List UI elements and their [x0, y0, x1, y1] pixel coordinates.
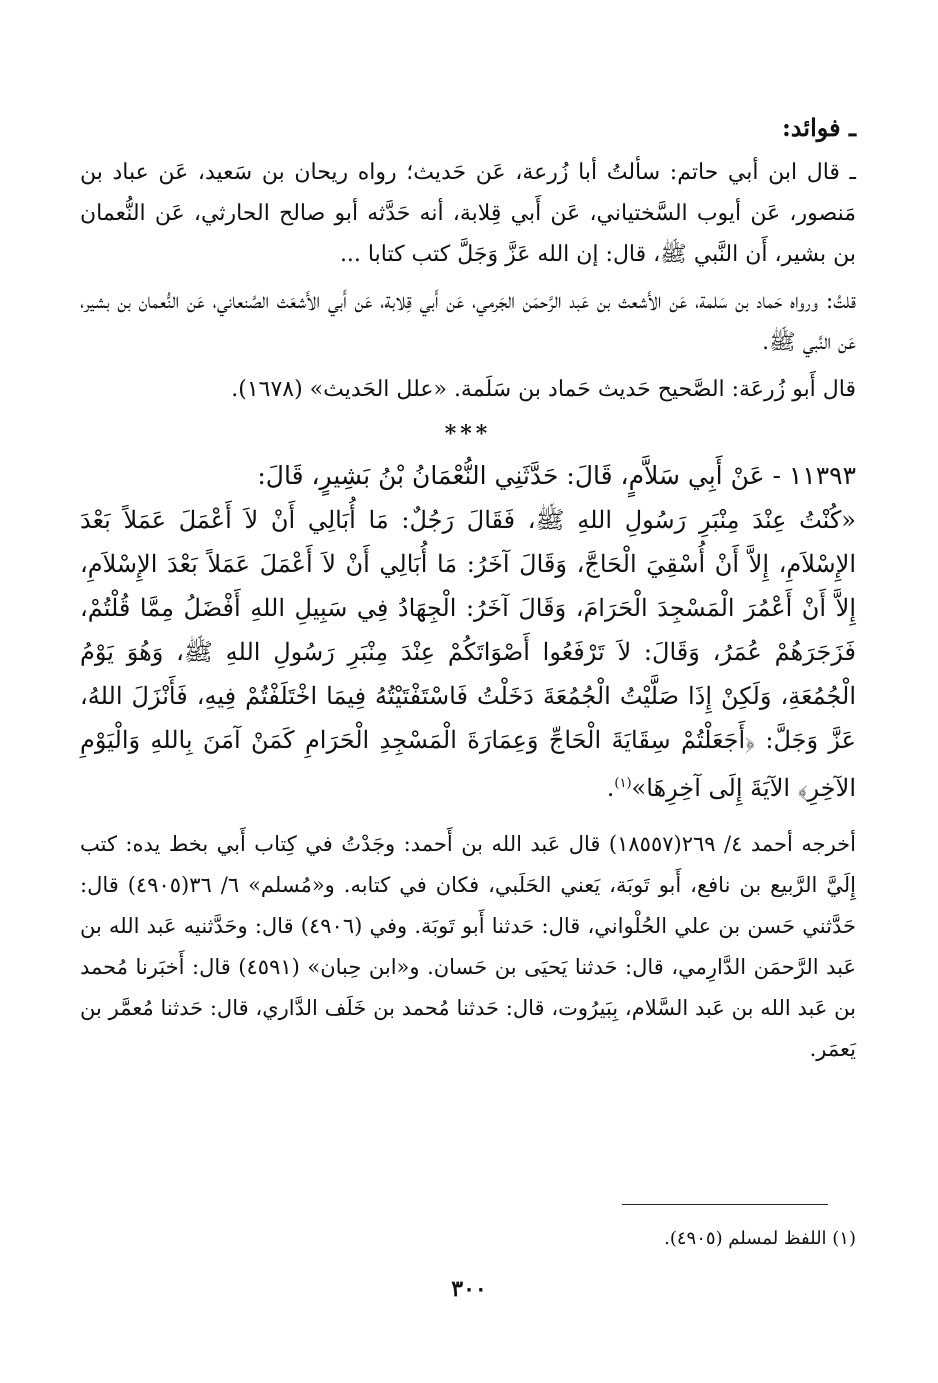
takhrij-paragraph: أخرجه أحمد ٤/ ٢٦٩(١٨٥٥٧) قال عَبد الله بن أَحمد: وجَدْتُ في كِتاب أَبي بخط يده: كتب إِلَيَّ الرَّبيع بن نافع، أَبو تَوبَة، يَعني الحَلَبي، فكان في كتابه. و«مُسلم» ٦/ ٣٦(٤٩٠٥) قال: حَدَّثني حَسن بن علي الحُلْواني، قال: حَدثنا أَبو تَوبَة. وفي (٤٩٠٦) قال: وحَدَّثنيه عَبد الله بن عَبد الرَّحمَن الدَّارِمي، قال: حَدثنا يَحيَى بن حَسان. و«ابن حِبان» (٤٥٩١) قال: أَخبَرنا مُحمد بن عَبد الله بن عَبد السَّلام، بِبَيرُوت، قال: حَدثنا مُحمد بن خَلَف الدَّاري، قال: حَدثنا مُعمَّر بن يَعمَر. — [80, 832, 856, 1061]
footnote-text: (١) اللفظ لمسلم (٤٩٠٥). — [664, 1228, 856, 1249]
benefits-heading: ـ فوائد: — [781, 113, 856, 142]
hadith-heading: ١١٣٩٣ - عَنْ أَبِي سَلاَّمٍ، قَالَ: حَدَّثَنِي النُّعْمَانُ بْنُ بَشِيرٍ، قَالَ: — [257, 461, 856, 490]
hadith-end: . — [606, 774, 615, 802]
footnote-divider — [622, 1204, 828, 1205]
note-paragraph-2: قلتُ: ورواه حَماد بن سَلمة، عَن الأَشعث بن عَبد الرَّحمَن الجَرمي، عَن أَبي قِلابة، عَن أَبي الأَشعَث الصَّنعاني، عَن النُّعمان بن بشير، عَن النَّبي ﷺ. — [80, 289, 856, 355]
page-number: ٣٠٠ — [451, 1276, 487, 1302]
hadith-body: «كُنْتُ عِنْدَ مِنْبَرِ رَسُولِ اللهِ ﷺ، فَقَالَ رَجُلٌ: مَا أُبَالِي أَنْ لاَ أَعْمَلَ عَمَلاً بَعْدَ الإِسْلاَمِ، إِلاَّ أَنْ أُسْقِيَ الْحَاجَّ، وَقَالَ آخَرُ: مَا أُبَالِي أَنْ لاَ أَعْمَلَ عَمَلاً بَعْدَ الإِسْلاَمِ، إِلاَّ أَنْ أَعْمُرَ الْمَسْجِدَ الْحَرَامَ، وَقَالَ آخَرُ: الْجِهَادُ فِي سَبِيلِ اللهِ أَفْضَلُ مِمَّا قُلْتُمْ، فَزَجَرَهُمْ عُمَرُ، وَقَالَ: لاَ تَرْفَعُوا أَصْوَاتَكُمْ عِنْدَ مِنْبَرِ رَسُولِ اللهِ ﷺ، وَهُوَ يَوْمُ الْجُمُعَةِ، وَلَكِنْ إِذَا صَلَّيْتُ الْجُمُعَةَ دَخَلْتُ فَاسْتَفْتَيْتُهُ فِيمَا اخْتَلَفْتُمْ فِيهِ، فَأَنْزَلَ اللهُ، عَزَّ وَجَلَّ: ﴿أَجَعَلْتُمْ سِقَايَةَ الْحَاجِّ وَعِمَارَةَ الْمَسْجِدِ الْحَرَامِ كَمَنْ آمَنَ بِاللهِ وَالْيَوْمِ الآخِرِ﴾ الآيَةَ إِلَى آخِرِهَا» — [80, 506, 856, 802]
note-paragraph-3: قال أَبو زُرعَة: الصَّحيح حَديث حَماد بن سَلَمة. «علل الحَديث» (١٦٧٨). — [231, 377, 856, 402]
note-paragraph-1: ـ قال ابن أبي حاتم: سألتُ أبا زُرعة، عَن حَديث؛ رواه ريحان بن سَعيد، عَن عباد بن مَنصور، عَن أيوب السَّختياني، عَن أَبي قِلابة، أنه حَدَّثه أبو صالح الحارثي، عَن النُّعمان بن بشير، أَن النَّبي ﷺ، قال: إن الله عَزَّ وَجَلَّ كتب كتابا ... — [80, 160, 856, 267]
footnote-reference: (١) — [614, 776, 632, 791]
hadith-text — [80, 498, 856, 810]
page-body — [80, 108, 856, 1070]
section-separator: *** — [444, 421, 492, 447]
